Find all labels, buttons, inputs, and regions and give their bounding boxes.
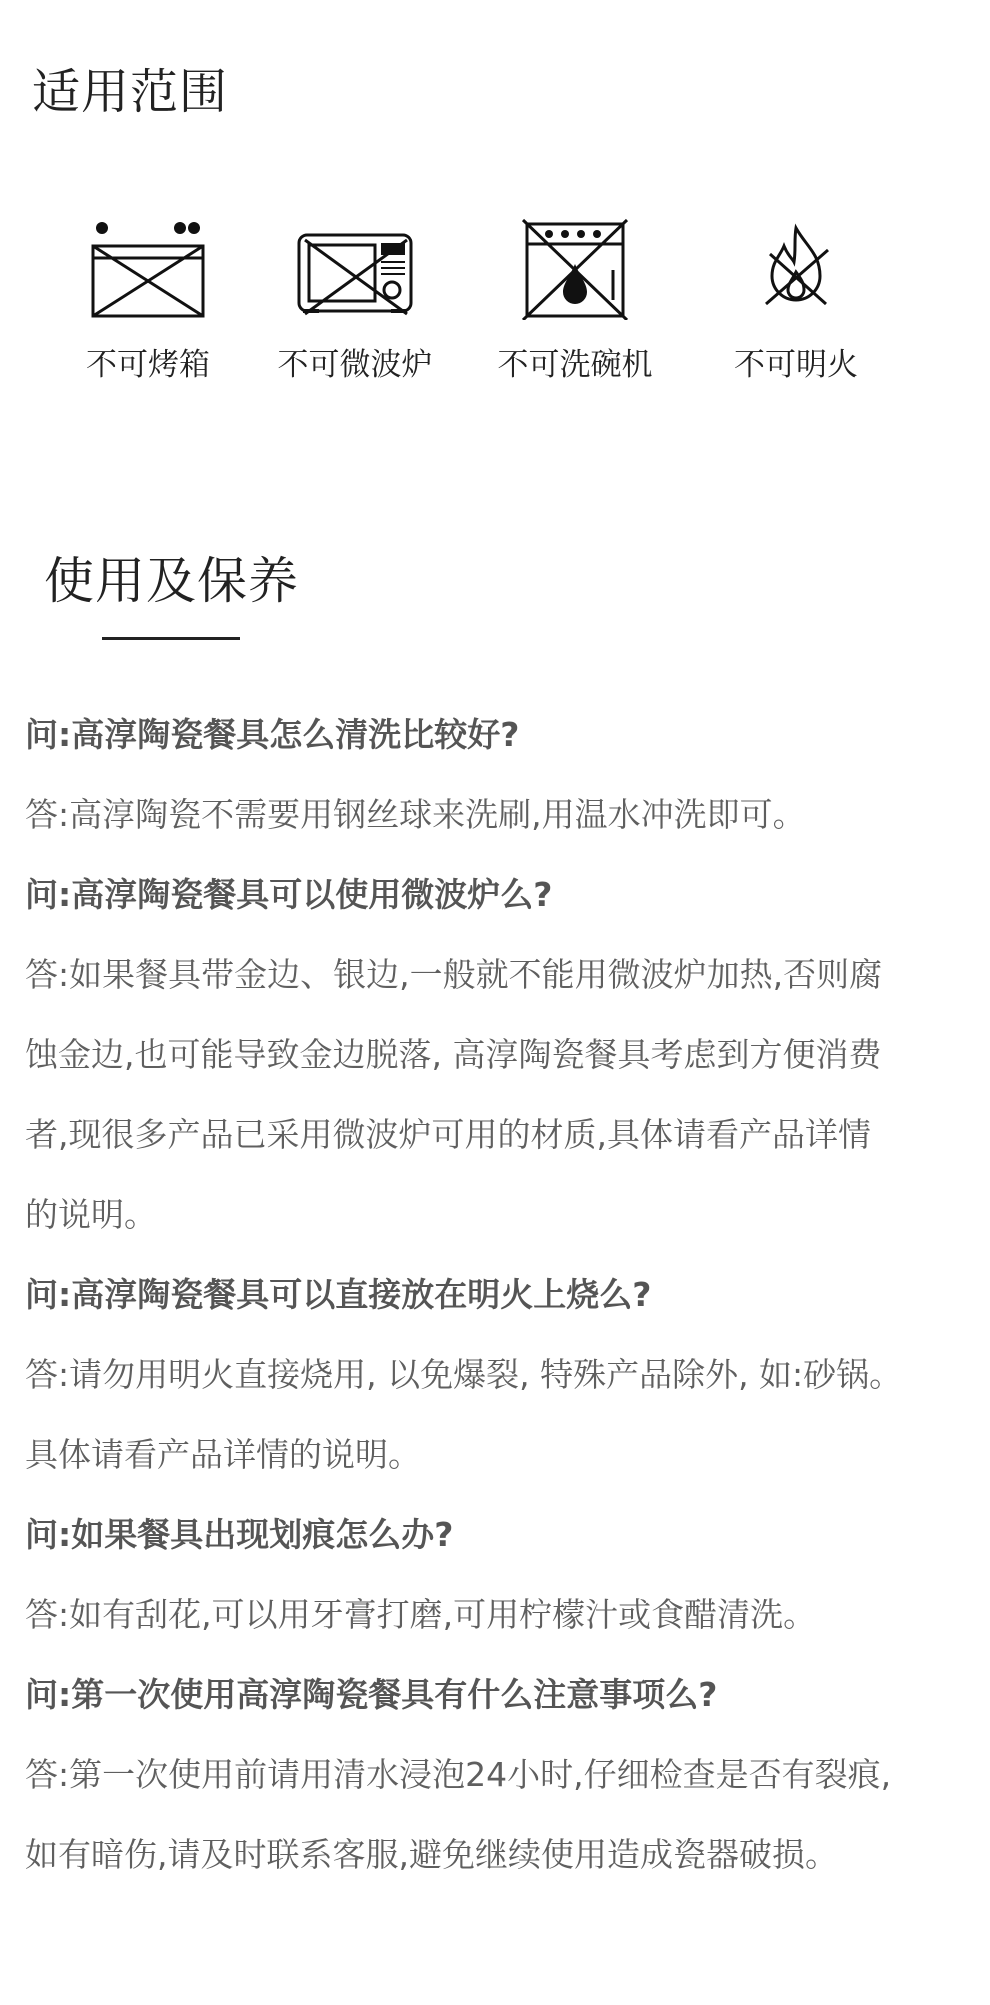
no-oven-label: 不可烤箱 <box>86 347 210 383</box>
no-microwave-item <box>245 210 465 381</box>
qa-list <box>25 695 970 1895</box>
no-dishwasher-icon <box>515 210 635 320</box>
no-dishwasher-item <box>465 210 685 381</box>
answer-2-line-4: 的说明。 <box>25 1195 157 1234</box>
answer-2-line-1: 答:如果餐具带金边、银边,一般就不能用微波炉加热,否则腐 <box>25 955 883 994</box>
answer-2-line-3: 者,现很多产品已采用微波炉可用的材质,具体请看产品详情 <box>25 1115 871 1154</box>
answer-5-line-1: 答:第一次使用前请用清水浸泡24小时,仔细检查是否有裂痕, <box>25 1755 892 1794</box>
no-oven-item <box>38 210 258 381</box>
scope-title: 适用范围 <box>32 64 229 120</box>
care-title-underline <box>102 637 240 640</box>
answer-2-line-2: 蚀金边,也可能导致金边脱落, 高淳陶瓷餐具考虑到方便消费 <box>25 1035 882 1074</box>
no-microwave-label: 不可微波炉 <box>277 347 433 383</box>
no-open-flame-label: 不可明火 <box>734 347 858 383</box>
question-3: 问:高淳陶瓷餐具可以直接放在明火上烧么? <box>25 1275 652 1314</box>
no-oven-icon <box>88 210 208 320</box>
no-open-flame-item <box>686 210 906 381</box>
answer-3-line-1: 答:请勿用明火直接烧用, 以免爆裂, 特殊产品除外, 如:砂锅。 <box>25 1355 903 1394</box>
question-5: 问:第一次使用高淳陶瓷餐具有什么注意事项么? <box>25 1675 718 1714</box>
answer-1: 答:高淳陶瓷不需要用钢丝球来洗刷,用温水冲洗即可。 <box>25 795 806 834</box>
answer-3-line-2: 具体请看产品详情的说明。 <box>25 1435 421 1474</box>
answer-4: 答:如有刮花,可以用牙膏打磨,可用柠檬汁或食醋清洗。 <box>25 1595 817 1634</box>
no-microwave-icon <box>295 210 415 320</box>
answer-5-line-2: 如有暗伤,请及时联系客服,避免继续使用造成瓷器破损。 <box>25 1835 838 1874</box>
question-2: 问:高淳陶瓷餐具可以使用微波炉么? <box>25 875 553 914</box>
scope-icons <box>0 210 990 430</box>
care-title: 使用及保养 <box>44 552 299 610</box>
question-4: 问:如果餐具出现划痕怎么办? <box>25 1515 454 1554</box>
no-dishwasher-label: 不可洗碗机 <box>497 347 653 383</box>
question-1: 问:高淳陶瓷餐具怎么清洗比较好? <box>25 715 520 754</box>
no-open-flame-icon <box>736 210 856 320</box>
